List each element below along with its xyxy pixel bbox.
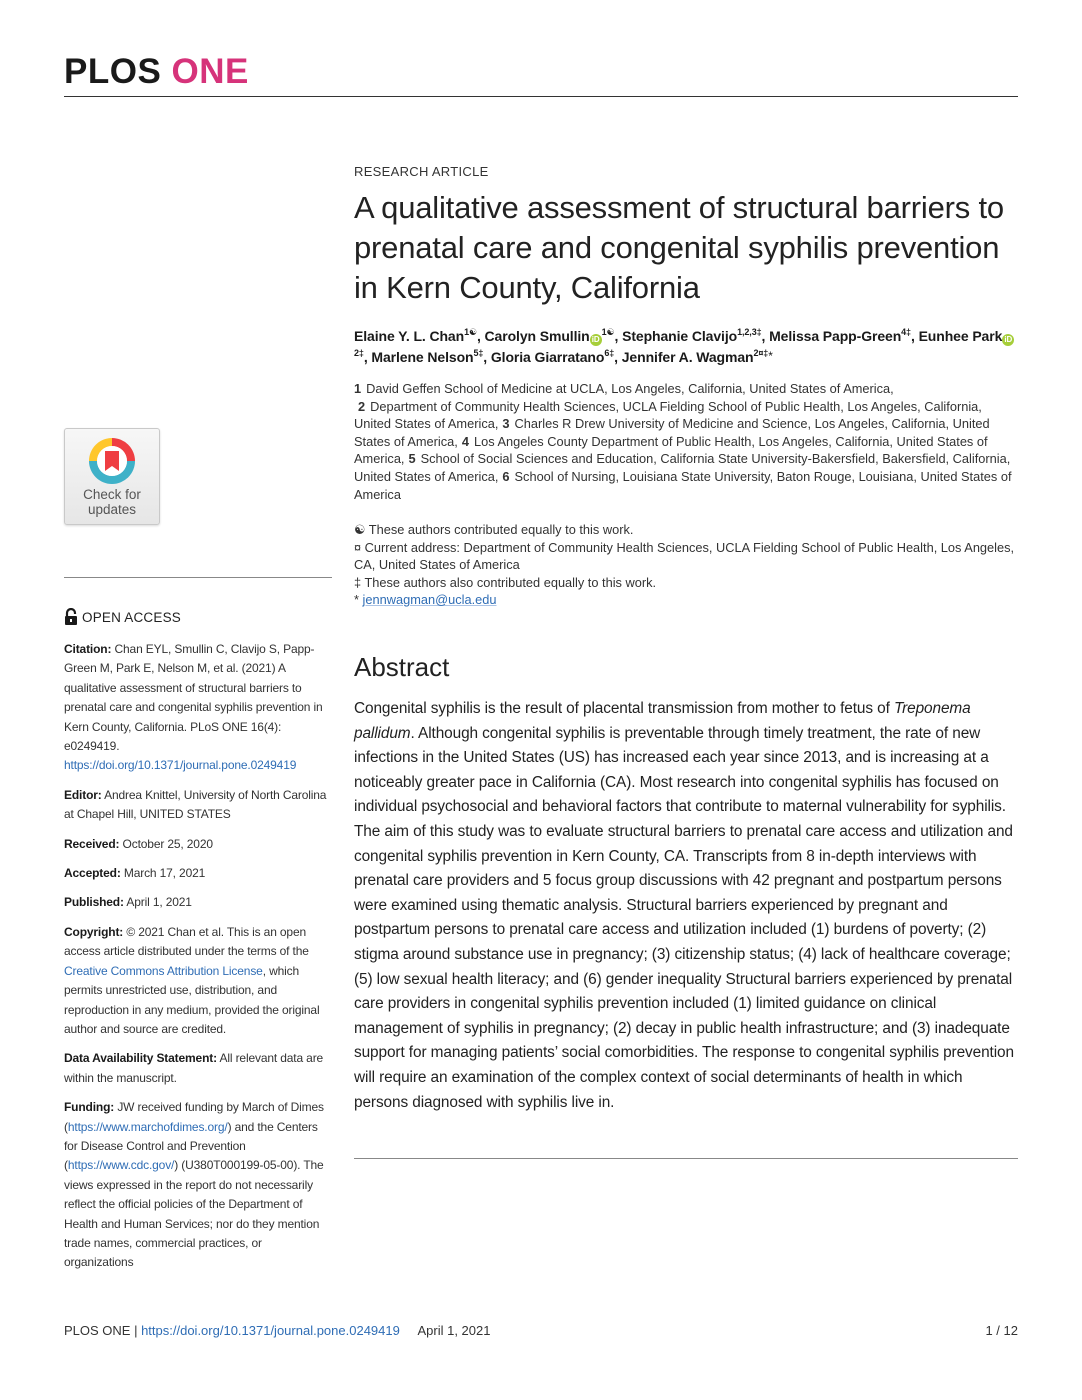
affiliation-number: 4 (461, 433, 469, 449)
published-block: Published: April 1, 2021 (64, 895, 192, 910)
author-affiliation-marks: 2‡ (354, 348, 364, 358)
author-separator: , (363, 349, 372, 365)
article-type: RESEARCH ARTICLE (354, 164, 489, 179)
editor-block: Editor: Andrea Knittel, University of North Carolina at Chapel Hill, UNITED STATES (64, 787, 327, 822)
author-name[interactable]: Jennifer A. Wagman (621, 349, 754, 365)
accepted-block: Accepted: March 17, 2021 (64, 866, 206, 881)
crossmark-icon (86, 435, 138, 487)
author-name[interactable]: Carolyn Smullin (484, 328, 590, 344)
open-lock-icon (64, 608, 78, 626)
affiliation-number: 2 (358, 398, 366, 414)
affiliation-number: 6 (502, 468, 510, 484)
affiliation-text: Department of Community Health Sciences, UCLA Fielding School of Public Health, Los Angeles, California, United States of America, (354, 398, 982, 432)
cdc-link[interactable]: https://www.cdc.gov/ (67, 1158, 175, 1173)
open-access-label: OPEN ACCESS (82, 609, 181, 625)
author-separator: , (761, 328, 770, 344)
check-for-updates-label: Check for updates (83, 487, 141, 517)
cc-license-link[interactable]: Creative Commons Attribution License (64, 963, 263, 978)
corresponding-author-note: * jennwagman@ucla.edu (354, 592, 497, 608)
affiliation-number: 3 (502, 416, 510, 432)
author-separator: , (483, 349, 491, 365)
funding-block: Funding: JW received funding by March of Dimes (https://www.marchofdimes.org/) and the Centers for Disease Control and Prevention (https://www.cdc.gov/) (U380T000199-05-00). The views expressed in the report do not necessarily reflect the official policies of the Department of Health and Human Services; nor do they mention trade names, commercial practices, or organizations (64, 1100, 324, 1270)
abstract-text: Congenital syphilis is the result of placental transmission from mother to fetus of Treponema pallidum. Although congenital syphilis is preventable through timely treatment, the rate of new infections in the United States (US) has increased each year since 2013, and is increasing at a noticeably greater pace in California (CA). Most research into congenital syphilis has focused on individual psychosocial and behavioral factors that contribute to maternal vulnerability for syphilis. The aim of this study was to evaluate structural barriers to prenatal care access and utilization and congenital syphilis prevention in Kern County, CA. Transcripts from 8 in-depth interviews with prenatal care providers and 5 focus group discussions with 42 pregnant and postpartum persons were examined using thematic analysis. Structural barriers experienced by pregnant and postpartum persons to prenatal care access and utilization included (1) burdens of poverty; (2) stigma around substance use in pregnancy; (3) citizenship status; (4) lack of healthcare coverage; (5) low sexual health literacy; and (6) gender inequality Structural barriers experienced by prenatal care providers in congenital syphilis prevention included (1) limited guidance on clinical management of syphilis in pregnancy; (2) decay in public health infrastructure; and (3) inadequate support for managing patients’ social comorbidities. The response to congenital syphilis prevention will require an examination of the complex context of social determinants of health in which persons diagnosed with syphilis live in. (354, 700, 1014, 1111)
also-contributed-note: ‡ These authors also contributed equally to this work. (354, 574, 657, 590)
abstract-divider (354, 1158, 1018, 1159)
orcid-icon[interactable]: iD (1002, 334, 1014, 346)
header-divider (64, 96, 1018, 97)
author-name[interactable]: Elaine Y. L. Chan (354, 328, 465, 344)
affiliation-number: 5 (408, 451, 416, 467)
page-number: 1 / 12 (985, 1323, 1018, 1338)
author-name[interactable]: Melissa Papp-Green (769, 328, 902, 344)
affiliation-number: 1 (354, 381, 362, 396)
author-separator: , (910, 328, 919, 344)
open-access-row (64, 607, 181, 627)
logo-plos: PLOS (64, 52, 162, 91)
author-name[interactable]: Stephanie Clavijo (622, 328, 738, 344)
author-affiliation-marks: 2¤‡ (753, 348, 769, 358)
footer-doi-link[interactable]: https://doi.org/10.1371/journal.pone.0249419 (141, 1323, 400, 1338)
citation-doi-link[interactable]: https://doi.org/10.1371/journal.pone.0249419 (64, 758, 297, 773)
copyright-block: Copyright: © 2021 Chan et al. This is an open access article distributed under the terms of the Creative Commons Attribution License, which permits unrestricted use, distribution, and reproduction in any medium, provided the original author and source are credited. (64, 924, 320, 1036)
corresponding-email-link[interactable]: jennwagman@ucla.edu (362, 592, 497, 608)
author-affiliation-marks: 4‡ (901, 327, 911, 337)
affiliation-text: School of Social Sciences and Education, California State University-Bakersfield, Bakersfield, California, United States of America, (354, 451, 1011, 484)
orcid-icon[interactable]: iD (590, 334, 602, 346)
author-affiliation-marks: 5‡ (473, 348, 484, 358)
author-affiliation-marks: 6‡ (604, 348, 615, 358)
plos-one-logo[interactable] (64, 52, 249, 92)
affiliation-text: Los Angeles County Department of Public Health, Los Angeles, California, United States of America, (354, 433, 988, 467)
footer-date: April 1, 2021 (417, 1323, 491, 1338)
footer-journal: PLOS ONE (64, 1323, 131, 1338)
author-affiliation-marks: 1☯ (464, 327, 477, 337)
author-notes (354, 521, 1018, 609)
equal-contribution-note: ☯ These authors contributed equally to this work. (354, 522, 634, 537)
author-affiliation-marks: 1,2,3‡ (737, 327, 762, 337)
author-list (354, 326, 1018, 367)
author-separator: , (614, 349, 622, 365)
sidebar-divider (64, 577, 332, 578)
article-metadata-sidebar (64, 640, 332, 1283)
affiliation-text: School of Nursing, Louisiana State University, Baton Rouge, Louisiana, United States of America (354, 468, 1012, 502)
article-title: A qualitative assessment of structural barriers to prenatal care and congenital syphilis prevention in Kern County, California (354, 190, 1004, 305)
page-footer: PLOS ONE | https://doi.org/10.1371/journal.pone.0249419 April 1, 2021 1 / 12 (64, 1323, 1018, 1338)
affiliation-text: David Geffen School of Medicine at UCLA, Los Angeles, California, United States of America, (366, 381, 894, 396)
author-separator: , (614, 328, 623, 344)
abstract-heading: Abstract (354, 652, 450, 682)
affiliations (354, 380, 1018, 503)
author-affiliation-marks: 1☯ (601, 327, 615, 337)
data-availability-block: Data Availability Statement: All relevant data are within the manuscript. (64, 1051, 324, 1085)
author-separator: * (768, 349, 773, 363)
affiliation-text: Charles R Drew University of Medicine and Science, Los Angeles, California, United States of America, (354, 416, 990, 449)
citation-block: Citation: Chan EYL, Smullin C, Clavijo S, Papp-Green M, Park E, Nelson M, et al. (2021) A qualitative assessment of structural barriers to prenatal care and congenital syphilis prevention in Kern County, California. PLoS ONE 16(4): e0249419. https://doi.org/10.1371/journal.pone.0249419 (64, 642, 323, 773)
march-of-dimes-link[interactable]: https://www.marchofdimes.org/ (67, 1119, 228, 1134)
author-separator: , (476, 328, 485, 344)
check-for-updates-badge[interactable] (64, 428, 160, 525)
received-block: Received: October 25, 2020 (64, 836, 213, 851)
author-name[interactable]: Eunhee Park (918, 328, 1003, 344)
current-address-note: ¤ Current address: Department of Community Health Sciences, UCLA Fielding School of Public Health, Los Angeles, CA, United States of America (354, 539, 1015, 573)
author-name[interactable]: Marlene Nelson (371, 349, 474, 365)
logo-one: ONE (171, 52, 249, 91)
author-name[interactable]: Gloria Giarratano (490, 349, 605, 365)
